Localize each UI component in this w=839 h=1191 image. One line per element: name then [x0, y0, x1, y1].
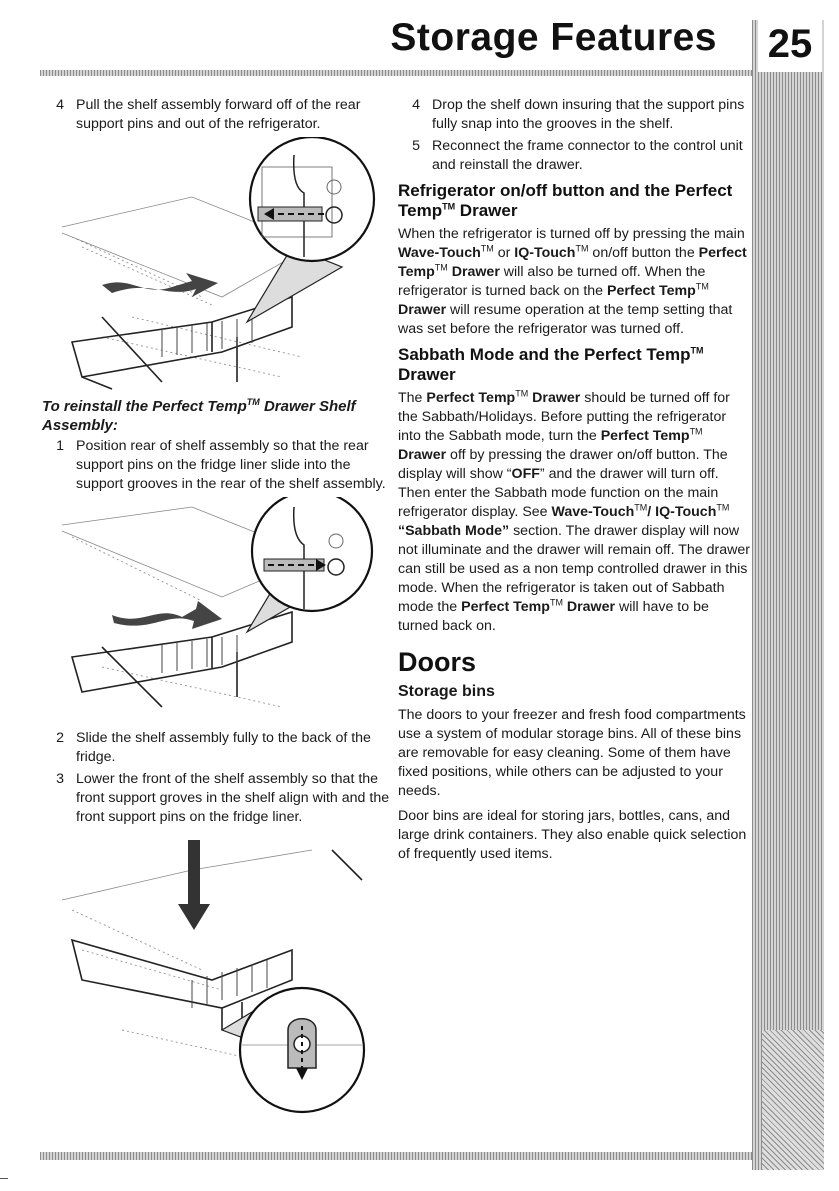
product-name: Drawer: [528, 390, 581, 406]
tm-mark: TM: [716, 502, 730, 513]
tm-mark: TM: [434, 262, 448, 273]
display-text: OFF: [511, 466, 540, 482]
step-number: 4: [56, 97, 64, 113]
product-name: Perfect Temp: [398, 245, 747, 280]
storage-bins-heading: Storage bins: [398, 683, 495, 700]
paragraph-text: will resume operation at the temp setting that was set before the refrigerator was turned off.: [398, 302, 733, 337]
step-text: Pull the shelf assembly forward off of the rear support pins and out of the refrigerator.: [76, 97, 361, 132]
product-name: / IQ-Touch: [647, 504, 717, 520]
doors-heading: Doors: [398, 647, 477, 677]
paragraph-text: When the refrigerator is turned off by pressing the main: [398, 226, 745, 242]
paragraph-text: or: [493, 245, 515, 261]
shelf-rear-install-illustration: [42, 497, 394, 729]
page-number: 25: [758, 16, 822, 72]
product-name: IQ-Touch: [514, 245, 576, 261]
paragraph-text: section. The drawer display will now not illuminate and the drawer will remain off. The drawer can still be used as a non temp controlled drawer in this mode. When the refrigerator is taken out of Sabbath mode the: [398, 523, 750, 615]
step-item: [42, 770, 394, 827]
paragraph-text: on/off button the: [588, 245, 699, 261]
section-name: “Sabbath Mode”: [398, 523, 510, 539]
bins-paragraph-1: The doors to your freezer and fresh food compartments use a system of modular storage bins. All of these bins are removable for easy cleaning. Some of them have fixed positions, while others can be adjusted to your needs.: [398, 707, 746, 799]
bins-paragraph-2: Door bins are ideal for storing jars, bottles, cans, and large drink containers. They also enable quick selection of frequently used items.: [398, 808, 747, 862]
sabbath-paragraph: [398, 389, 750, 636]
step-number: 5: [412, 138, 420, 154]
step-text: Reconnect the frame connector to the control unit and reinstall the drawer.: [432, 138, 743, 173]
product-name: Drawer: [447, 264, 500, 280]
tm-mark: TM: [689, 426, 703, 437]
tm-mark: TM: [549, 597, 563, 608]
heading-text: Refrigerator on/off button and the Perfect Temp: [398, 181, 733, 220]
sabbath-heading: [398, 345, 750, 385]
paragraph-text: The: [398, 390, 427, 406]
step-item: [42, 729, 394, 767]
tm-mark: TM: [442, 201, 456, 212]
heading-text-rest: Drawer: [398, 365, 456, 384]
subhead-text: To reinstall the Perfect Temp: [42, 398, 247, 415]
shelf-front-lower-illustration: [42, 830, 394, 1122]
tm-mark: TM: [480, 243, 494, 254]
step-text: Lower the front of the shelf assembly so that the front support groves in the shelf align with and the front support pins on the fridge liner.: [76, 771, 390, 825]
heading-text-rest: Drawer: [455, 201, 518, 220]
product-name: Perfect Temp: [600, 428, 690, 444]
step-item: [398, 137, 750, 175]
tm-mark: TM: [246, 397, 260, 407]
step-text: Drop the shelf down insuring that the support pins fully snap into the grooves in the shelf.: [432, 97, 745, 132]
product-name: Perfect Temp: [606, 283, 696, 299]
left-column: [42, 96, 394, 1122]
product-name: Drawer: [398, 447, 447, 463]
shelf-removal-illustration: [42, 137, 394, 393]
subhead-text-rest: Drawer Shelf Assembly:: [42, 398, 356, 434]
step-item: [42, 96, 394, 134]
side-tab-strip: [752, 20, 824, 1170]
right-column: [398, 96, 750, 870]
step-text: Slide the shelf assembly fully to the back of the fridge.: [76, 730, 371, 765]
onoff-heading: [398, 181, 750, 221]
paragraph-text: will also be turned off. When the refrigerator is turned back on the: [398, 264, 706, 299]
step-number: 3: [56, 771, 64, 787]
step-item: [398, 96, 750, 134]
header-rule: [40, 70, 752, 76]
step-number: 1: [56, 438, 64, 454]
page-title: Storage Features: [390, 16, 717, 59]
reinstall-subhead: [42, 397, 394, 435]
tm-mark: TM: [575, 243, 589, 254]
tm-mark: TM: [634, 502, 648, 513]
tm-mark: TM: [690, 345, 704, 356]
onoff-paragraph: [398, 225, 750, 339]
product-name: Wave-Touch: [398, 245, 481, 261]
product-name: Drawer: [398, 302, 447, 318]
product-name: Perfect Temp: [426, 390, 516, 406]
heading-text: Sabbath Mode and the Perfect Temp: [398, 345, 691, 364]
step-number: 4: [412, 97, 420, 113]
footer-rule: [40, 1152, 752, 1160]
product-name: Perfect Temp: [461, 599, 550, 615]
product-name: Wave-Touch: [551, 504, 635, 520]
paragraph-text: will have to be turned back on.: [398, 599, 709, 634]
product-name: Drawer: [562, 599, 615, 615]
tm-mark: TM: [695, 281, 709, 292]
step-item: [42, 437, 394, 494]
tm-mark: TM: [515, 388, 529, 399]
side-tab-strip-lower: [762, 1030, 824, 1170]
paragraph-text: should be turned off for the Sabbath/Holidays. Before putting the refrigerator into the Sabbath mode, turn the: [398, 390, 730, 444]
paragraph-text: ” and the drawer will turn off. Then enter the Sabbath mode function on the main refrigerator display. See: [398, 466, 719, 520]
step-text: Position rear of shelf assembly so that the rear support pins on the fridge liner slide into the support grooves in the rear of the shelf assembly.: [76, 438, 386, 492]
corner-crop-mark: [0, 1178, 8, 1187]
paragraph-text: off by pressing the drawer on/off button. The display will show “: [398, 447, 728, 482]
step-number: 2: [56, 730, 64, 746]
